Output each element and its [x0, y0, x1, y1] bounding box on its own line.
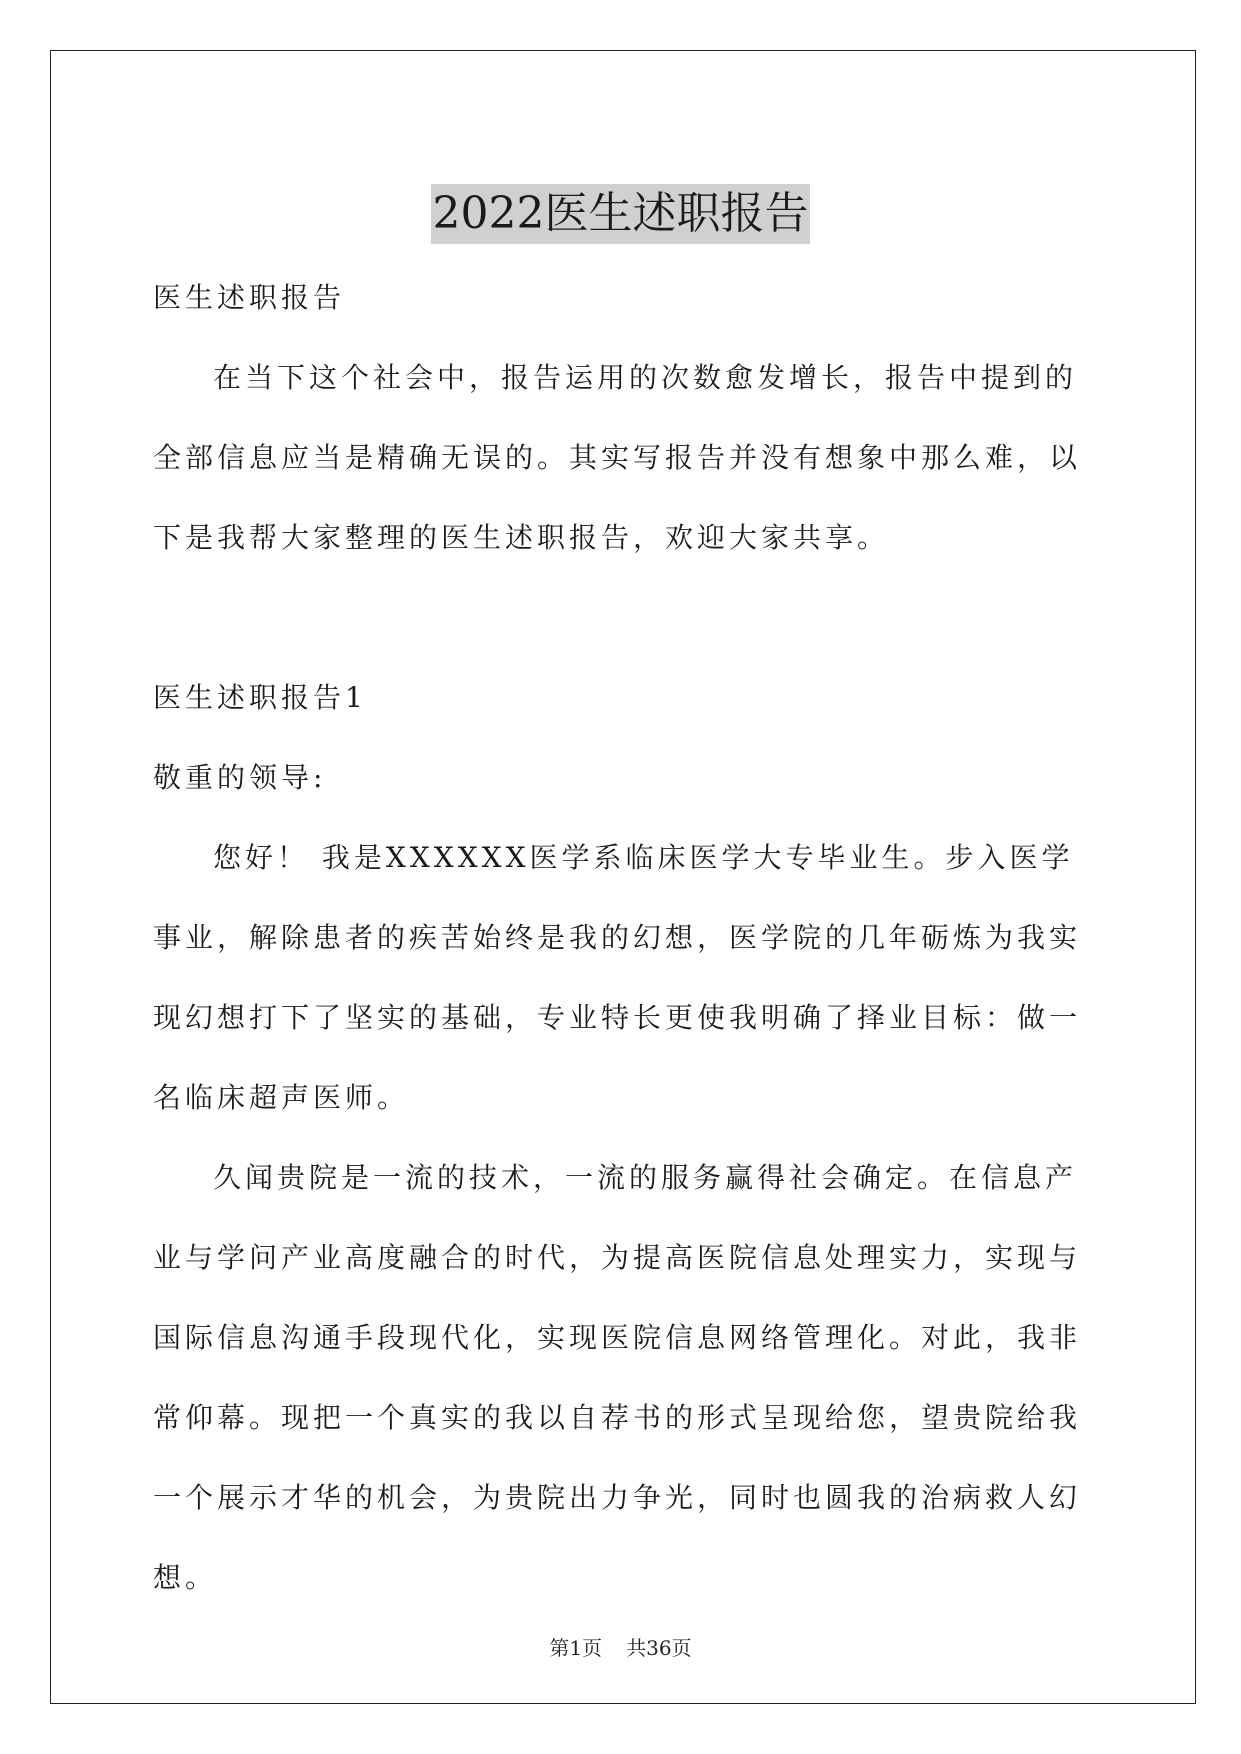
- page-footer: [0, 1632, 1241, 1661]
- page-total: 共36页: [626, 1636, 692, 1660]
- body-paragraph: 您好！ 我是XXXXXX医学系临床医学大专毕业生。步入医学事业，解除患者的疾苦始终是我的幻想，医学院的几年砺炼为我实现幻想打下了坚实的基础，专业特长更使我明确了择业目标：做一名临床超声医师。: [153, 841, 1082, 1114]
- document-title: 2022医生述职报告: [431, 184, 811, 244]
- intro-paragraph: 在当下这个社会中，报告运用的次数愈发增长，报告中提到的全部信息应当是精确无误的。其实写报告并没有想象中那么难，以下是我帮大家整理的医生述职报告，欢迎大家共享。: [153, 361, 1082, 554]
- salutation: 敬重的领导:: [153, 761, 327, 794]
- paragraph-spacer: [153, 578, 1098, 658]
- document-body: [153, 258, 1098, 1618]
- subtitle-paragraph: 医生述职报告: [153, 281, 346, 314]
- title-container: [0, 155, 1241, 274]
- section-heading: 医生述职报告1: [153, 681, 367, 714]
- page-number: 第1页: [549, 1636, 603, 1660]
- body-paragraph: 久闻贵院是一流的技术，一流的服务赢得社会确定。在信息产业与学问产业高度融合的时代，为提高医院信息处理实力，实现与国际信息沟通手段现代化，实现医院信息网络管理化。对此，我非常仰幕。现把一个真实的我以自荐书的形式呈现给您，望贵院给我一个展示才华的机会，为贵院出力争光，同时也圆我的治病救人幻想。: [153, 1161, 1082, 1594]
